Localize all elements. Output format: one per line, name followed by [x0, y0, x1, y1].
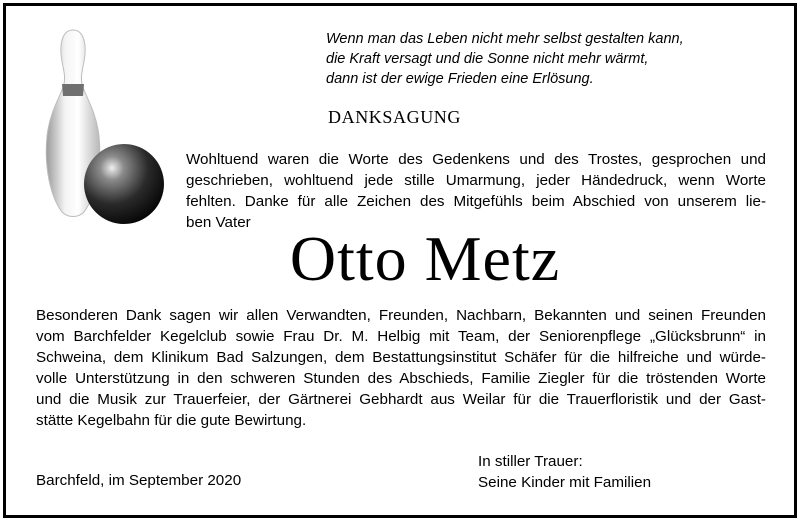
mourners-names: Seine Kinder mit Familien	[478, 474, 652, 491]
poem-line: dann ist der ewige Frieden eine Erlösung.	[326, 71, 594, 87]
place-date: Barchfeld, im September 2020	[36, 472, 242, 489]
thanks-line: und die Musik zur Trauerfeier, der Gärtnerei Gebhardt aus Weilar für die Trauerfloristik und der Gast-	[36, 391, 766, 408]
thanks-line: Besonderen Dank sagen wir allen Verwandten, Freunden, Nachbarn, Bekannten und seinen Freunden	[36, 307, 766, 324]
thanks-paragraph	[36, 305, 766, 431]
deceased-name: Otto Metz	[289, 223, 561, 294]
poem-quote	[326, 29, 684, 89]
mourners-block	[478, 451, 651, 493]
intro-line: ben Vater	[186, 214, 251, 231]
thanks-line: vom Barchfelder Kegelclub sowie Frau Dr. M. Helbig mit Team, der Seniorenpflege „Glücksbrunn“ in	[36, 328, 766, 345]
mourners-label: In stiller Trauer:	[478, 453, 583, 470]
intro-line: fehlten. Danke für alle Zeichen des Mitgefühls beim Abschied von unserem lie-	[186, 193, 766, 210]
intro-line: Wohltuend waren die Worte des Gedenkens und des Trostes, gesprochen und	[186, 151, 766, 168]
poem-line: die Kraft versagt und die Sonne nicht mehr wärmt,	[326, 51, 649, 67]
intro-line: geschrieben, wohltuend jede stille Umarmung, jeder Händedruck, wenn Worte	[186, 172, 766, 189]
thanks-line: stätte Kegelbahn für die gute Bewirtung.	[36, 412, 307, 429]
thanks-line: Schweina, dem Klinikum Bad Salzungen, dem Bestattungsinstitut Schäfer für die hilfreiche und würde-	[36, 349, 766, 366]
thanks-line: volle Unterstützung in den schweren Stunden des Abschieds, Familie Ziegler für die tröstenden Worte	[36, 370, 766, 387]
bowling-pin-and-ball-icon	[42, 26, 172, 226]
heading-danksagung: DANKSAGUNG	[328, 107, 462, 127]
poem-line: Wenn man das Leben nicht mehr selbst gestalten kann,	[326, 31, 684, 47]
